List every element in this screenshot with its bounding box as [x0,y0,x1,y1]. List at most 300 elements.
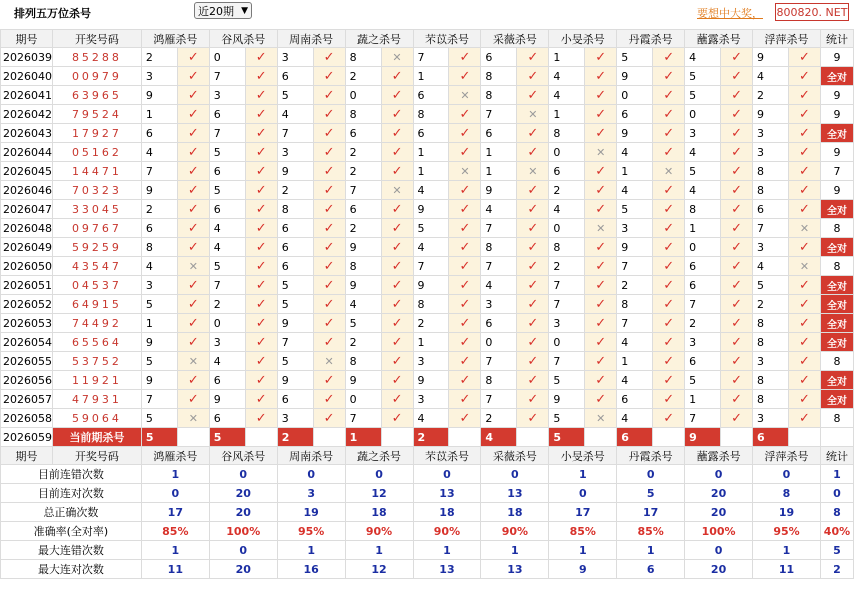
check-icon [653,409,685,428]
table-row [1,409,854,428]
check-mark: ✓ [595,106,607,122]
kill-number: 7 [141,390,177,409]
kill-number: 4 [617,181,653,200]
kill-number: 8 [753,371,789,390]
kill-number: 8 [481,86,517,105]
check-mark: ✓ [595,87,607,103]
check-icon [585,276,617,295]
check-mark: ✓ [187,87,199,103]
kill-number: 9 [549,390,585,409]
kill-number: 8 [753,333,789,352]
table-row [1,124,854,143]
check-mark: ✓ [527,68,539,84]
check-mark: ✓ [595,68,607,84]
cross-icon [585,219,617,238]
check-mark: ✓ [595,372,607,388]
check-icon [788,143,820,162]
kill-number: 3 [753,352,789,371]
current-issue: 2026059 [1,428,53,447]
check-icon [517,143,549,162]
current-kill-number: 9 [685,428,721,447]
summary-value: 1 [345,541,413,560]
cross-mark: ✕ [596,411,606,425]
check-mark: ✓ [527,296,539,312]
check-mark: ✓ [459,391,471,407]
kill-number: 8 [549,124,585,143]
cross-mark: ✕ [664,164,674,178]
summary-value: 13 [413,560,481,579]
summary-value: 0 [685,541,753,560]
check-icon [313,219,345,238]
check-mark: ✓ [595,163,607,179]
empty-cell [585,428,617,447]
kill-number: 7 [481,352,517,371]
kill-number: 8 [413,105,449,124]
kill-number: 9 [141,181,177,200]
kill-number: 3 [413,352,449,371]
cross-icon [653,162,685,181]
issue-cell: 2026054 [1,333,53,352]
kill-number: 7 [549,276,585,295]
kill-number: 2 [277,181,313,200]
summary-value: 13 [413,484,481,503]
check-mark: ✓ [731,258,742,274]
stat-cell: 9 [820,181,853,200]
check-icon [653,352,685,371]
check-mark: ✓ [459,315,471,331]
kill-number: 6 [277,238,313,257]
check-mark: ✓ [663,49,675,65]
check-icon [449,371,481,390]
kill-number: 2 [413,314,449,333]
table-row [1,371,854,390]
current-kill-number: 2 [413,428,449,447]
table-row [1,67,854,86]
check-mark: ✓ [799,239,810,255]
cross-icon [313,352,345,371]
check-mark: ✓ [187,49,199,65]
check-icon [585,105,617,124]
check-mark: ✓ [187,334,199,350]
summary-value: 0 [481,465,549,484]
check-mark: ✓ [595,239,607,255]
check-mark: ✓ [459,220,471,236]
check-icon [313,257,345,276]
check-mark: ✓ [799,87,810,103]
cross-mark: ✕ [392,50,402,64]
check-mark: ✓ [391,391,403,407]
cross-mark: ✕ [460,164,470,178]
kill-number: 5 [209,257,245,276]
draw-cell: 85288 [53,48,142,67]
check-mark: ✓ [255,372,267,388]
check-mark: ✓ [391,87,403,103]
check-icon [788,238,820,257]
check-icon [245,257,277,276]
kill-number: 4 [209,219,245,238]
kill-number: 3 [617,219,653,238]
check-icon [177,314,209,333]
check-icon [517,257,549,276]
kill-number: 1 [413,67,449,86]
check-icon [517,314,549,333]
site-badge[interactable]: 800820. NET [775,3,849,21]
kill-number: 6 [209,105,245,124]
kill-number: 1 [413,143,449,162]
check-mark: ✓ [799,144,810,160]
summary-value: 85% [617,522,685,541]
check-mark: ✓ [731,353,742,369]
kill-number: 5 [141,352,177,371]
kill-number: 3 [277,409,313,428]
kill-number: 2 [685,314,721,333]
check-mark: ✓ [459,410,471,426]
kill-number: 8 [753,390,789,409]
kill-number: 9 [413,200,449,219]
summary-value: 1 [753,541,821,560]
check-icon [245,333,277,352]
current-kill-number: 6 [617,428,653,447]
check-icon [585,162,617,181]
kill-number: 6 [345,124,381,143]
check-icon [721,295,753,314]
check-mark: ✓ [391,258,403,274]
kill-number: 0 [549,333,585,352]
check-icon [381,67,413,86]
kill-number: 8 [481,67,517,86]
check-icon [381,409,413,428]
check-mark: ✓ [323,87,335,103]
check-icon [381,238,413,257]
kill-number: 3 [277,143,313,162]
check-icon [788,295,820,314]
kill-number: 9 [141,371,177,390]
stat-cell: 9 [820,143,853,162]
check-mark: ✓ [527,125,539,141]
cross-mark: ✕ [528,107,538,121]
kill-number: 6 [209,371,245,390]
kill-number: 8 [753,314,789,333]
check-icon [381,352,413,371]
check-mark: ✓ [391,239,403,255]
draw-cell: 79524 [53,105,142,124]
summary-value: 19 [753,503,821,522]
check-mark: ✓ [731,239,742,255]
check-mark: ✓ [799,410,810,426]
col-expert-header: 芣苡杀号 [413,30,481,48]
check-mark: ✓ [391,201,403,217]
empty-cell [177,428,209,447]
table-row [1,333,854,352]
kill-number: 7 [277,124,313,143]
check-icon [177,238,209,257]
check-icon [177,333,209,352]
kill-number: 8 [481,238,517,257]
all-correct-badge: 全对 [820,67,853,86]
draw-cell: 74492 [53,314,142,333]
cross-mark: ✕ [799,221,810,235]
kill-number: 4 [549,200,585,219]
check-icon [245,276,277,295]
kill-number: 5 [685,67,721,86]
check-icon [313,238,345,257]
check-icon [585,200,617,219]
kill-number: 8 [141,238,177,257]
check-icon [245,143,277,162]
check-mark: ✓ [731,296,742,312]
cross-mark: ✕ [392,183,402,197]
summary-value: 20 [209,560,277,579]
summary-value: 1 [549,465,617,484]
check-mark: ✓ [391,106,403,122]
kill-number: 2 [345,162,381,181]
check-mark: ✓ [527,410,539,426]
check-mark: ✓ [595,277,607,293]
check-mark: ✓ [663,182,675,198]
check-icon [381,105,413,124]
check-mark: ✓ [527,277,539,293]
kill-number: 3 [141,67,177,86]
check-mark: ✓ [323,182,335,198]
check-mark: ✓ [391,220,403,236]
kill-number: 1 [549,48,585,67]
check-icon [585,390,617,409]
table-row [1,295,854,314]
summary-value: 90% [413,522,481,541]
check-icon [177,371,209,390]
draw-cell: 63965 [53,86,142,105]
empty-cell [653,428,685,447]
kill-number: 0 [345,390,381,409]
check-icon [313,143,345,162]
kill-number: 0 [345,86,381,105]
check-icon [245,314,277,333]
col-expert-header: 蘸露杀号 [685,30,753,48]
check-mark: ✓ [459,201,471,217]
kill-number: 2 [345,67,381,86]
draw-cell: 59064 [53,409,142,428]
current-kill-number: 2 [277,428,313,447]
draw-cell: 59259 [53,238,142,257]
check-icon [177,105,209,124]
check-icon [721,124,753,143]
check-icon [381,86,413,105]
col-stat-header: 统计 [820,30,853,48]
kill-number: 4 [753,257,789,276]
check-mark: ✓ [595,334,607,350]
check-icon [517,352,549,371]
all-correct-badge: 全对 [820,314,853,333]
summary-label: 目前连对次数 [1,484,142,503]
kill-number: 8 [753,181,789,200]
summary-label: 总正确次数 [1,503,142,522]
kill-number: 6 [617,105,653,124]
kill-number: 8 [345,48,381,67]
check-icon [449,409,481,428]
summary-label: 准确率(全对率) [1,522,142,541]
check-icon [585,352,617,371]
col-expert-header: 丹霞杀号 [617,30,685,48]
check-mark: ✓ [731,220,742,236]
summary-value: 1 [141,541,209,560]
cross-mark: ✕ [596,145,606,159]
check-mark: ✓ [731,68,742,84]
check-icon [788,276,820,295]
cross-icon [449,86,481,105]
check-mark: ✓ [527,49,539,65]
summary-value: 17 [141,503,209,522]
issue-cell: 2026043 [1,124,53,143]
all-correct-badge: 全对 [820,333,853,352]
check-mark: ✓ [323,163,335,179]
check-icon [517,409,549,428]
kill-number: 4 [549,67,585,86]
check-mark: ✓ [731,391,742,407]
draw-cell: 04537 [53,276,142,295]
draw-cell: 53752 [53,352,142,371]
check-icon [788,314,820,333]
cross-icon [381,181,413,200]
check-mark: ✓ [255,182,267,198]
summary-value: 95% [753,522,821,541]
summary-value: 0 [141,484,209,503]
check-mark: ✓ [391,144,403,160]
kill-number: 5 [685,371,721,390]
check-icon [177,181,209,200]
check-mark: ✓ [187,68,199,84]
check-mark: ✓ [391,296,403,312]
kill-number: 7 [209,124,245,143]
summary-value: 0 [209,541,277,560]
kill-number: 9 [277,162,313,181]
check-mark: ✓ [255,410,267,426]
kill-number: 9 [413,276,449,295]
check-mark: ✓ [323,144,335,160]
check-mark: ✓ [255,163,267,179]
check-icon [788,105,820,124]
col-expert-header: 蔬之杀号 [345,447,413,465]
check-icon [653,200,685,219]
summary-value: 20 [685,503,753,522]
check-mark: ✓ [799,315,810,331]
check-mark: ✓ [527,258,539,274]
check-icon [381,200,413,219]
kill-number: 5 [209,143,245,162]
kill-number: 4 [685,48,721,67]
check-mark: ✓ [799,163,810,179]
all-correct-badge: 全对 [820,200,853,219]
empty-cell [245,428,277,447]
check-mark: ✓ [323,391,335,407]
kill-number: 7 [753,219,789,238]
kill-number: 0 [617,86,653,105]
kill-number: 9 [753,105,789,124]
summary-value: 13 [481,484,549,503]
check-mark: ✓ [799,334,810,350]
draw-cell: 47931 [53,390,142,409]
check-icon [245,105,277,124]
summary-row [1,541,854,560]
summary-value: 18 [481,503,549,522]
kill-number: 0 [481,333,517,352]
kill-number: 3 [277,48,313,67]
check-mark: ✓ [527,144,539,160]
col-stat-header: 统计 [820,447,853,465]
check-mark: ✓ [323,372,335,388]
summary-value: 0 [753,465,821,484]
empty-cell [517,428,549,447]
check-icon [245,390,277,409]
col-expert-header: 周南杀号 [277,30,345,48]
issue-cell: 2026058 [1,409,53,428]
check-mark: ✓ [595,49,607,65]
empty-cell [449,428,481,447]
check-icon [653,67,685,86]
check-mark: ✓ [323,315,335,331]
check-icon [721,181,753,200]
table-row [1,162,854,181]
check-icon [381,390,413,409]
kill-number: 6 [685,257,721,276]
issue-cell: 2026047 [1,200,53,219]
cross-icon [517,105,549,124]
all-correct-badge: 全对 [820,295,853,314]
kill-number: 4 [685,181,721,200]
table-row [1,48,854,67]
summary-value: 100% [685,522,753,541]
check-icon [245,48,277,67]
check-mark: ✓ [731,201,742,217]
check-mark: ✓ [391,372,403,388]
summary-value: 1 [617,541,685,560]
kill-number: 1 [141,105,177,124]
check-icon [721,333,753,352]
kill-number: 1 [481,143,517,162]
check-mark: ✓ [459,239,471,255]
check-mark: ✓ [527,87,539,103]
col-expert-header: 蔬之杀号 [345,30,413,48]
check-mark: ✓ [663,144,675,160]
check-mark: ✓ [663,372,675,388]
col-expert-header: 鸿雁杀号 [141,30,209,48]
summary-value: 12 [345,560,413,579]
table-row [1,105,854,124]
check-mark: ✓ [323,410,335,426]
promo-link[interactable]: 要想中大奖， [697,7,763,20]
summary-value: 20 [685,484,753,503]
check-icon [177,48,209,67]
draw-cell: 05162 [53,143,142,162]
period-select[interactable] [194,2,252,19]
kill-number: 7 [617,257,653,276]
check-icon [381,143,413,162]
check-mark: ✓ [323,125,335,141]
current-label: 当前期杀号 [53,428,142,447]
stat-cell: 8 [820,257,853,276]
kill-number: 4 [617,333,653,352]
check-icon [585,67,617,86]
check-icon [721,314,753,333]
check-mark: ✓ [187,106,199,122]
check-icon [177,162,209,181]
check-mark: ✓ [731,315,742,331]
kill-number: 9 [345,238,381,257]
check-icon [177,219,209,238]
check-mark: ✓ [595,296,607,312]
summary-value: 1 [413,541,481,560]
check-icon [449,314,481,333]
check-mark: ✓ [187,239,199,255]
